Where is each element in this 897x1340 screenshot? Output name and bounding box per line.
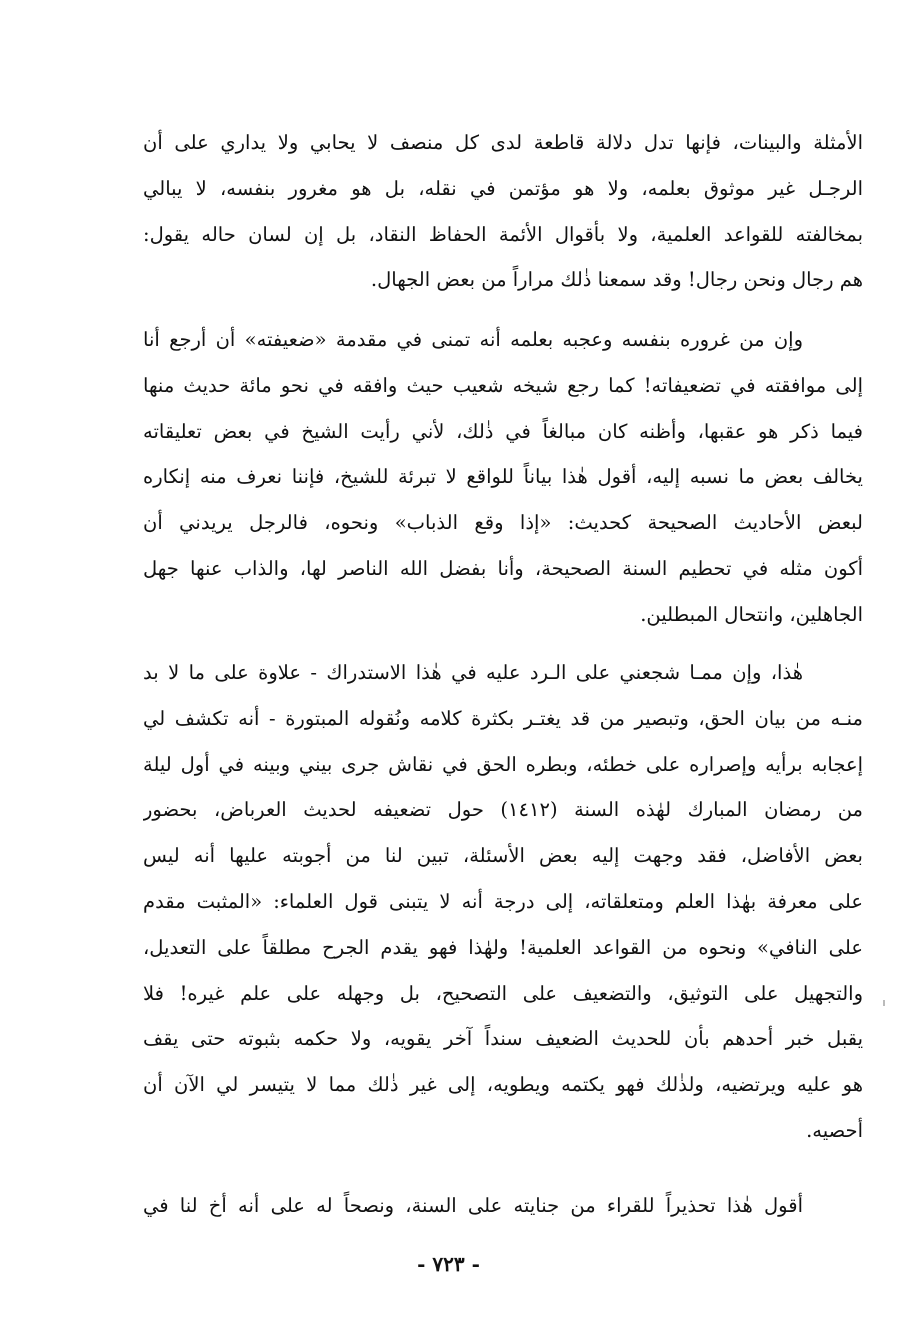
text-line: وإن من غروره بنفسه وعجبه بعلمه أنه تمنى في مقدمة «ضعيفته» أن أرجع أنا [143, 328, 803, 351]
paragraph-2 [143, 317, 863, 638]
paragraph-1 [143, 120, 863, 303]
text-line: إلى موافقته في تضعيفاته! كما رجع شيخه شعيب حيث وافقه في نحو مائة حديث منها [143, 373, 863, 397]
text-line: الجاهلين، وانتحال المبطلين. [640, 602, 863, 626]
text-line: أقول هٰذا تحذيراً للقراء من جنايته على السنة، ونصحاً له على أنه أخ لنا في [143, 1194, 803, 1217]
text-line: من رمضان المبارك لهٰذه السنة (١٤١٢) حول تضعيفه لحديث العرباض، بحضور [143, 798, 863, 822]
text-line: بعض الأفاضل، فقد وجهت إليه بعض الأسئلة، تبين لنا من أجوبته عليها أنه ليس [143, 844, 863, 868]
text-line: يخالف بعض ما نسبه إليه، أقول هٰذا بياناً للواقع لا تبرئة للشيخ، فإننا نعرف منه إنكاره [143, 465, 863, 489]
text-line: أكون مثله في تحطيم السنة الصحيحة، وأنا بفضل الله الناصر لها، والذاب عنها جهل [143, 556, 863, 580]
text-line: على النافي» ونحوه من القواعد العلمية! ولهٰذا فهو يقدم الجرح مطلقاً على التعديل، [143, 935, 863, 959]
text-line: الأمثلة والبينات، فإنها تدل دلالة قاطعة لدى كل منصف لا يحابي ولا يداري على أن [143, 131, 863, 154]
text-line: بمخالفته للقواعد العلمية، ولا بأقوال الأئمة الحفاظ النقاد، بل إن لسان حاله يقول: [143, 222, 863, 246]
text-line: منـه من بيان الحق، وتبصير من قد يغتـر بكثرة كلامه ونُقوله المبتورة - أنه تكشف لي [143, 706, 863, 730]
text-line: فيما ذكر هو عقبها، وأظنه كان مبالغاً في ذٰلك، لأني رأيت الشيخ في بعض تعليقاته [143, 419, 863, 443]
paragraph-4 [143, 1183, 863, 1229]
text-line: هو عليه ويرتضيه، ولذٰلك فهو يكتمه ويطويه، إلى غير ذٰلك مما لا يتيسر لي الآن أن [143, 1073, 863, 1097]
text-line: إعجابه برأيه وإصراره على خطئه، وبطره الحق في نقاش جرى بيني وبينه في أول ليلة [143, 752, 863, 776]
text-line: الرجـل غير موثوق بعلمه، ولا هو مؤتمن في نقله، بل هو مغرور بنفسه، لا يبالي [143, 176, 863, 200]
text-line: لبعض الأحاديث الصحيحة كحديث: «إذا وقع الذباب» ونحوه، فالرجل يريدني أن [143, 511, 863, 535]
scan-speck [883, 1000, 885, 1006]
text-line: هم رجال ونحن رجال! وقد سمعنا ذٰلك مراراً من بعض الجهال. [370, 268, 863, 292]
text-line: على معرفة بهٰذا العلم ومتعلقاته، إلى درجة أنه لا يتبنى قول العلماء: «المثبت مقدم [143, 889, 863, 913]
text-line: والتجهيل على التوثيق، والتضعيف على التصحيح، بل وجهله على علم غيره! فلا [143, 981, 863, 1005]
text-line: هٰذا، وإن ممـا شجعني على الـرد عليه في هٰذا الاستدراك - علاوة على ما لا بد [143, 661, 803, 684]
text-line: يقبل خبر أحدهم بأن للحديث الضعيف سنداً آخر يقويه، ولا حكمه بثبوته حتى يقف [143, 1027, 863, 1051]
text-line: أحصيه. [806, 1118, 863, 1142]
page-number: - ٧٢٣ - [417, 1252, 480, 1276]
paragraph-3 [143, 650, 863, 1154]
